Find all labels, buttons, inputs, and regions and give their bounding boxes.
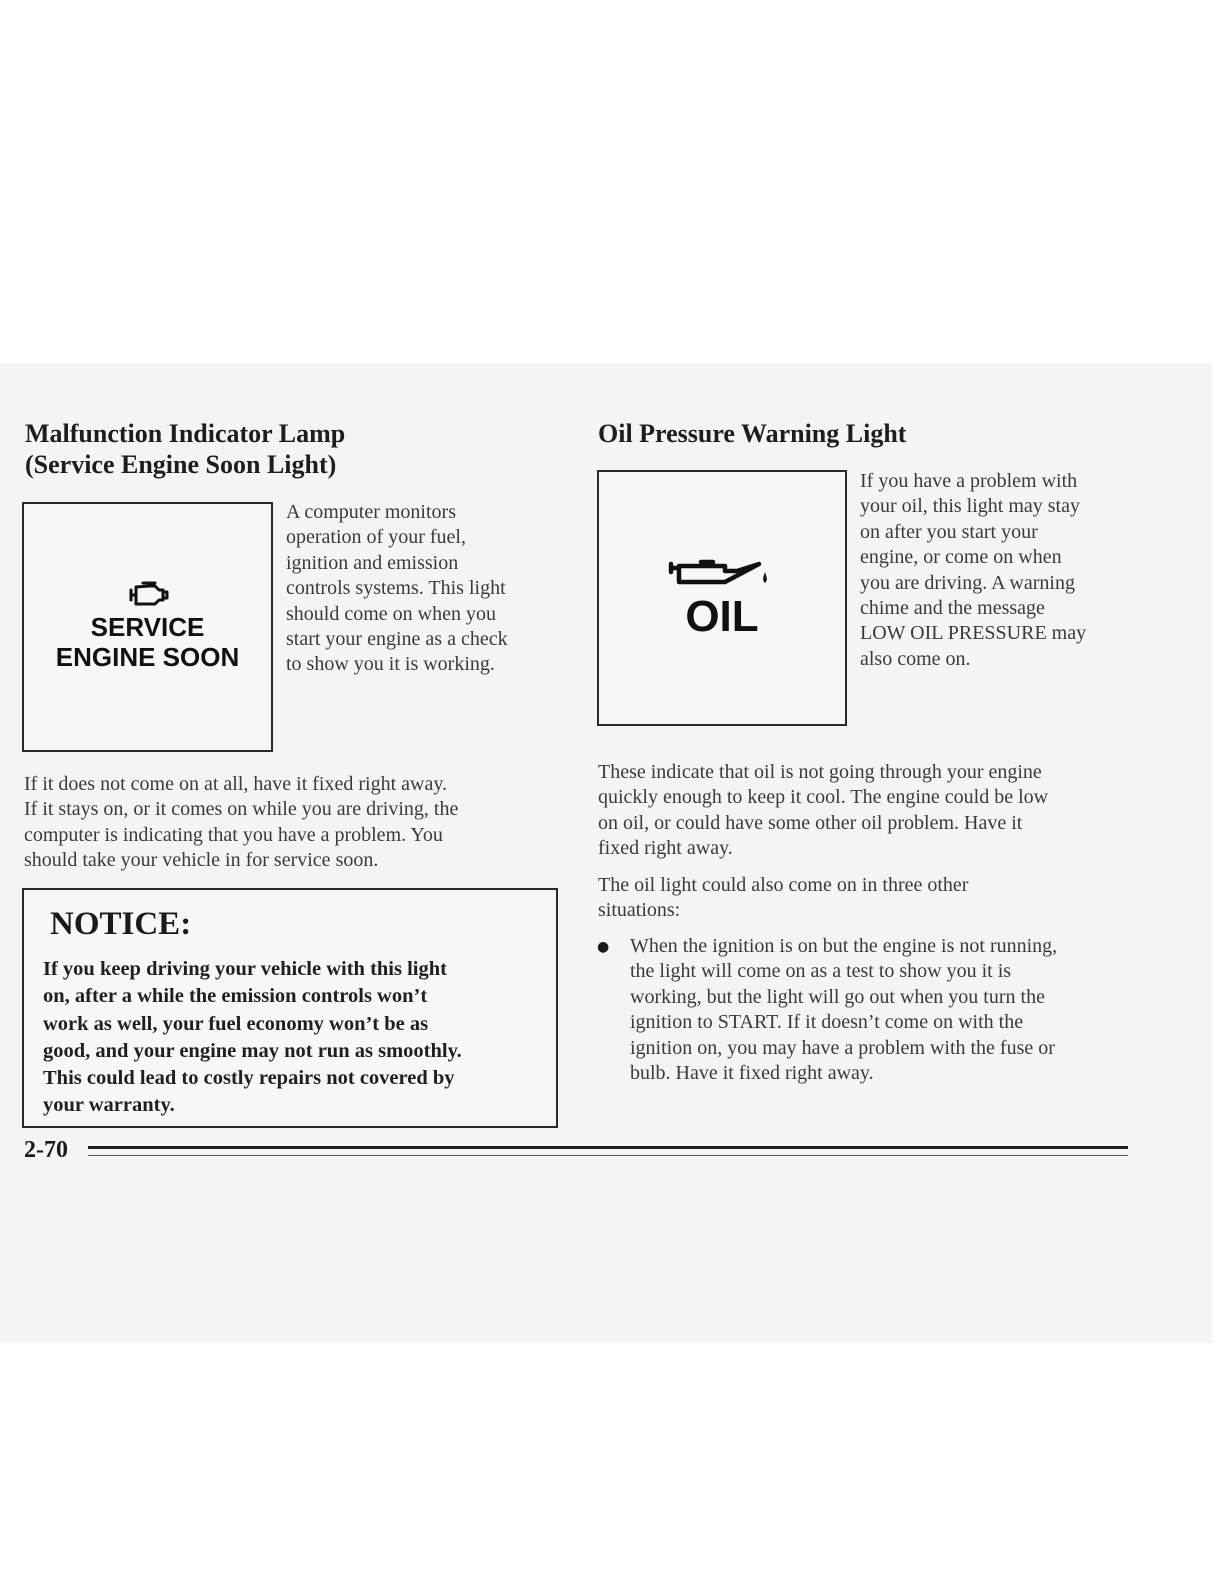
section-heading-malfunction-lamp <box>25 418 565 480</box>
text-line: should come on when you <box>286 602 496 625</box>
text-line: fixed right away. <box>598 837 733 860</box>
notice-box <box>22 888 558 1128</box>
oil-warning-lamp <box>597 470 847 726</box>
text-line: also come on. <box>860 647 971 670</box>
text-line: on, after a while the emission controls won’t <box>43 985 428 1008</box>
notice-title: NOTICE: <box>50 906 192 942</box>
text-line: A computer monitors <box>286 501 456 523</box>
text-line: If you have a problem with <box>860 470 1078 492</box>
text-line: chime and the message <box>860 597 1045 620</box>
lamp-description <box>286 500 566 678</box>
bullet-icon: ● <box>597 939 610 955</box>
heading-line: Malfunction Indicator Lamp <box>25 419 346 448</box>
lamp-label: SERVICE <box>90 612 205 642</box>
text-line: operation of your fuel, <box>286 526 466 549</box>
text-line: on oil, or could have some other oil problem. Have it <box>598 811 1023 834</box>
heading-line: (Service Engine Soon Light) <box>25 450 337 479</box>
text-line: situations: <box>598 899 681 922</box>
text-line: ignition to START. If it doesn’t come on with the <box>630 1011 1024 1034</box>
oil-paragraph <box>598 760 1158 862</box>
notice-text <box>43 956 556 1120</box>
text-line: ignition on, you may have a problem with the fuse or <box>630 1036 1055 1059</box>
text-line: working, but the light will go out when you turn the <box>630 985 1045 1008</box>
lamp-label: ENGINE SOON <box>55 642 240 672</box>
bullet-item <box>630 934 1160 1086</box>
text-line: good, and your engine may not run as smoothly. <box>43 1039 462 1062</box>
text-line: When the ignition is on but the engine is not running, <box>630 935 1058 957</box>
text-line: your warranty. <box>43 1094 175 1117</box>
text-line: ignition and emission <box>286 551 459 574</box>
text-line: start your engine as a check <box>286 628 508 651</box>
oil-lamp-description <box>860 469 1160 672</box>
text-line: you are driving. A warning <box>860 571 1075 594</box>
text-line: bulb. Have it fixed right away. <box>630 1062 874 1085</box>
oil-situations-intro <box>598 873 1158 924</box>
text-line: quickly enough to keep it cool. The engine could be low <box>598 786 1049 809</box>
page-number: 2-70 <box>24 1137 68 1163</box>
service-engine-soon-lamp <box>22 502 273 752</box>
text-line: to show you it is working. <box>286 653 495 676</box>
footer-rule <box>88 1146 1128 1149</box>
text-line: work as well, your fuel economy won’t be as <box>43 1012 429 1035</box>
text-line: the light will come on as a test to show you it is <box>630 960 1012 983</box>
engine-icon <box>125 578 171 610</box>
lamp-paragraph <box>24 772 564 874</box>
text-line: your oil, this light may stay <box>860 495 1080 518</box>
text-line: If it does not come on at all, have it fixed right away. <box>24 773 448 795</box>
text-line: controls systems. This light <box>286 577 506 600</box>
text-line: on after you start your <box>860 520 1038 543</box>
text-line: computer is indicating that you have a problem. You <box>24 823 443 846</box>
text-line: If you keep driving your vehicle with this light <box>43 958 447 980</box>
text-line: should take your vehicle in for service soon. <box>24 849 379 872</box>
text-line: LOW OIL PRESSURE may <box>860 622 1087 645</box>
oil-can-icon <box>667 552 777 592</box>
text-line: The oil light could also come on in three other <box>598 874 969 896</box>
lamp-label: OIL <box>685 592 759 641</box>
text-line: engine, or come on when <box>860 546 1062 569</box>
text-line: If it stays on, or it comes on while you are driving, the <box>24 798 459 821</box>
text-line: This could lead to costly repairs not covered by <box>43 1067 455 1090</box>
footer-rule <box>88 1155 1128 1156</box>
text-line: These indicate that oil is not going through your engine <box>598 761 1042 783</box>
section-heading-oil-pressure: Oil Pressure Warning Light <box>598 419 907 448</box>
